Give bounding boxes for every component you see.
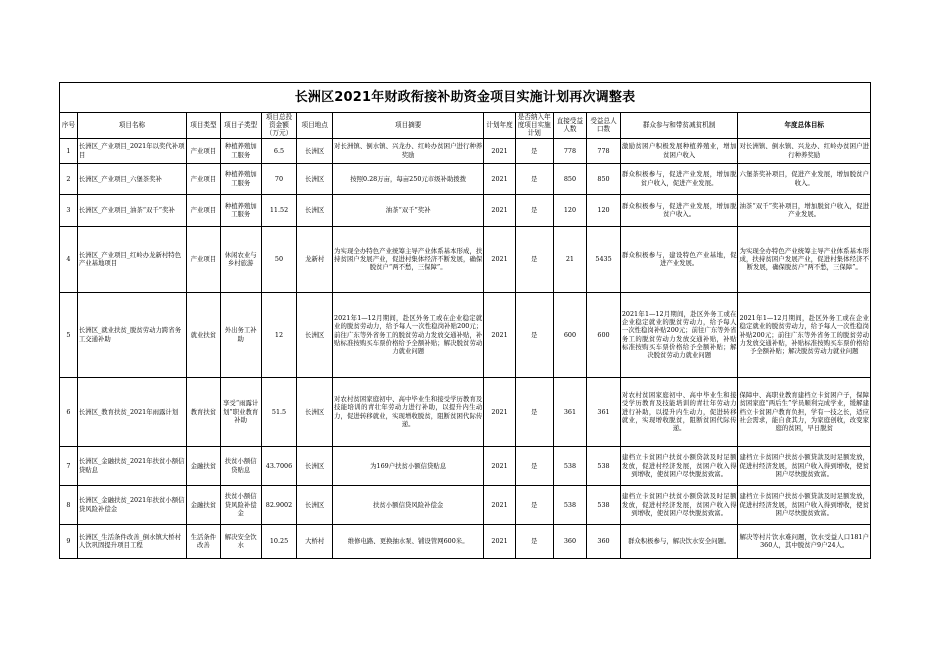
cell-location: 长洲区: [297, 163, 333, 194]
cell-direct: 850: [553, 163, 587, 194]
cell-year: 2021: [484, 292, 516, 377]
cell-name: 长洲区_教育扶贫_2021年雨露计划: [77, 377, 186, 446]
cell-direct: 120: [553, 194, 587, 226]
cell-total: 850: [587, 163, 621, 194]
cell-amount: 70: [261, 163, 297, 194]
cell-year: 2021: [484, 194, 516, 226]
cell-no: 5: [60, 292, 78, 377]
cell-type: 金融扶贫: [187, 446, 221, 485]
cell-total: 361: [587, 377, 621, 446]
table-row: [60, 524, 871, 558]
header-col-goal: 年度总体目标: [738, 113, 871, 139]
table-row: [60, 226, 871, 292]
cell-year: 2021: [484, 138, 516, 163]
cell-summary: 扶贫小额信贷风险补偿金: [333, 485, 484, 524]
cell-type: 产业项目: [187, 226, 221, 292]
cell-goal: 对长洲镇、倒水镇、兴龙办、红岭办贫困户进行种养奖励: [738, 138, 871, 163]
cell-amount: 82.9002: [261, 485, 297, 524]
cell-summary: 2021年1—12月期间，赴区外务工或在企业稳定就业的脱贫劳动力，给予每人一次性稳岗补贴200元；前往广东等外省务工的脱贫劳动力发放交通补贴，补贴标准按购买车票价格给予全额补贴；解决脱贫劳动力就业问题: [333, 292, 484, 377]
cell-summary: 维修电路、更换抽水泵、铺设管网600米。: [333, 524, 484, 558]
cell-total: 778: [587, 138, 621, 163]
cell-amount: 11.52: [261, 194, 297, 226]
cell-year: 2021: [484, 485, 516, 524]
cell-no: 4: [60, 226, 78, 292]
cell-included: 是: [515, 446, 553, 485]
header-col-summary: 项目摘要: [333, 113, 484, 139]
cell-no: 2: [60, 163, 78, 194]
cell-mechanism: 建档立卡贫困户扶贫小额贷款及时足额发放，促进村经济发展，贫困户收入得到增收，使贫困户尽快脱贫致富。: [620, 485, 738, 524]
cell-direct: 361: [553, 377, 587, 446]
cell-goal: 解决等村片饮水难问题，饮水受益人口181户360人，其中脱贫户9户24人。: [738, 524, 871, 558]
project-table: [59, 82, 871, 559]
cell-goal: 油茶“双千”奖补项目，增加脱贫户收入，促进产业发展。: [738, 194, 871, 226]
cell-included: 是: [515, 292, 553, 377]
cell-total: 600: [587, 292, 621, 377]
cell-total: 360: [587, 524, 621, 558]
cell-mechanism: 群众积极参与，促进产业发展，增加脱贫户收入，促进产业发展。: [620, 163, 738, 194]
cell-name: 长洲区_产业项目_油茶“双千”奖补: [77, 194, 186, 226]
cell-summary: 对农村贫困家庭初中、高中毕业生和接受学历教育及技能培训的青壮年劳动力进行补助，以提升内生动力，促进转移就业，实现增收脱贫，阻断贫困代际传递。: [333, 377, 484, 446]
header-row: [60, 113, 871, 139]
cell-type: 生活条件改善: [187, 524, 221, 558]
cell-goal: 六堡茶奖补项目，促进产业发展，增加脱贫户收入。: [738, 163, 871, 194]
cell-direct: 21: [553, 226, 587, 292]
cell-mechanism: 2021年1—12月期间，赴区外务工或在企业稳定就业的脱贫劳动力，给予每人一次性稳岗补贴200元；前往广东等外省务工的脱贫劳动力发放交通补贴，补贴标准按购买车票价格给予全额补贴；解决脱贫劳动力就业问题: [620, 292, 738, 377]
header-col-no: 序号: [60, 113, 78, 139]
cell-no: 6: [60, 377, 78, 446]
cell-included: 是: [515, 485, 553, 524]
cell-summary: 按照0.28万亩，每亩250元市级补助拨拨: [333, 163, 484, 194]
table-title: 长洲区2021年财政衔接补助资金项目实施计划再次调整表: [60, 83, 871, 113]
cell-year: 2021: [484, 446, 516, 485]
cell-location: 长洲区: [297, 485, 333, 524]
cell-included: 是: [515, 226, 553, 292]
cell-subtype: 外出务工补助: [220, 292, 261, 377]
cell-direct: 538: [553, 446, 587, 485]
cell-type: 产业项目: [187, 194, 221, 226]
cell-subtype: 享受“雨露计划”职业教育补助: [220, 377, 261, 446]
cell-total: 5435: [587, 226, 621, 292]
cell-subtype: 休闲农业与乡村旅游: [220, 226, 261, 292]
cell-name: 长洲区_产业项目_红岭办龙新村特色产业基地项目: [77, 226, 186, 292]
cell-goal: 2021年1—12月期间，赴区外务工或在企业稳定就业的脱贫劳动力，给予每人一次性稳岗补贴200元；前往广东等外省务工的脱贫劳动力发放交通补贴，补贴标准按购买车票价格给予全额补贴；解决脱贫劳动力就业问题: [738, 292, 871, 377]
cell-subtype: 种植养殖加工服务: [220, 194, 261, 226]
cell-amount: 12: [261, 292, 297, 377]
cell-total: 538: [587, 446, 621, 485]
cell-goal: 建档立卡贫困户扶贫小额贷款及时足额发放，促进村经济发展，贫困户收入得到增收，使贫困户尽快脱贫致富。: [738, 485, 871, 524]
header-col-type: 项目类型: [187, 113, 221, 139]
cell-mechanism: 建档立卡贫困户扶贫小额贷款及时足额发放，促进村经济发展，贫困户收入得到增收，使贫困户尽快脱贫致富。: [620, 446, 738, 485]
cell-name: 长洲区_产业项目_六堡茶奖补: [77, 163, 186, 194]
cell-name: 长洲区_就业扶贫_脱贫劳动力跨省务工交通补助: [77, 292, 186, 377]
cell-mechanism: 激励贫困户积极发展种植养殖业，增加贫困户收入: [620, 138, 738, 163]
cell-included: 是: [515, 524, 553, 558]
cell-no: 3: [60, 194, 78, 226]
cell-type: 金融扶贫: [187, 485, 221, 524]
cell-location: 长洲区: [297, 292, 333, 377]
cell-mechanism: 群众积极参与，建设特色产业基地，促进产业发展。: [620, 226, 738, 292]
header-col-total: 受益总人口数: [587, 113, 621, 139]
cell-type: 产业项目: [187, 163, 221, 194]
cell-amount: 10.25: [261, 524, 297, 558]
cell-included: 是: [515, 194, 553, 226]
cell-name: 长洲区_产业项目_2021年以奖代补项目: [77, 138, 186, 163]
cell-subtype: 扶贫小额信贷贴息: [220, 446, 261, 485]
cell-subtype: 扶贫小额信贷风险补偿金: [220, 485, 261, 524]
cell-direct: 778: [553, 138, 587, 163]
header-col-name: 项目名称: [77, 113, 186, 139]
cell-goal: 保障中、高职业教育建档立卡贫困户子，保障贫困家庭“两后生”学员顺利完成学业，缓解建档立卡贫困户教育负担，学有一技之长，适应社会需求，能自食其力，为家庭创收，改变家庭的贫困，早日脱贫: [738, 377, 871, 446]
table-row: [60, 138, 871, 163]
header-col-mechanism: 群众参与和带贫减贫机制: [620, 113, 738, 139]
header-col-location: 项目地点: [297, 113, 333, 139]
cell-goal: 为实现全办特色产业统筹主导产业体系基本形成，扶持贫困户发展产业，促进村集体经济不断发展，确保脱贫户“两不愁，三保障”。: [738, 226, 871, 292]
cell-direct: 600: [553, 292, 587, 377]
table-row: [60, 446, 871, 485]
cell-type: 教育扶贫: [187, 377, 221, 446]
cell-location: 大桥村: [297, 524, 333, 558]
cell-amount: 50: [261, 226, 297, 292]
cell-location: 长洲区: [297, 446, 333, 485]
cell-summary: 为实现全办特色产业统筹主导产业体系基本形成，扶持贫困户发展产业，促进村集体经济不断发展，确保脱贫户“两不愁，三保障”。: [333, 226, 484, 292]
cell-no: 8: [60, 485, 78, 524]
cell-name: 长洲区_金融扶贫_2021年扶贫小额信贷风险补偿金: [77, 485, 186, 524]
cell-subtype: 种植养殖加工服务: [220, 163, 261, 194]
cell-goal: 建档立卡贫困户扶贫小额贷款及时足额发放，促进村经济发展，贫困户收入得到增收，使贫困户尽快脱贫致富。: [738, 446, 871, 485]
cell-amount: 6.5: [261, 138, 297, 163]
cell-year: 2021: [484, 163, 516, 194]
cell-direct: 360: [553, 524, 587, 558]
cell-location: 长洲区: [297, 194, 333, 226]
table-row: [60, 194, 871, 226]
cell-mechanism: 群众积极参与，促进产业发展，增加脱贫户收入。: [620, 194, 738, 226]
cell-type: 就业扶贫: [187, 292, 221, 377]
cell-amount: 43.7006: [261, 446, 297, 485]
cell-included: 是: [515, 138, 553, 163]
cell-mechanism: 对农村贫困家庭初中、高中毕业生和接受学历教育及技能培训的青壮年劳动力进行补助，以提升内生动力，促进转移就业，实现增收脱贫，阻断贫困代际传递。: [620, 377, 738, 446]
cell-summary: 为169户扶贫小额信贷贴息: [333, 446, 484, 485]
cell-no: 9: [60, 524, 78, 558]
cell-included: 是: [515, 377, 553, 446]
header-col-amount: 项目总投资金额（万元）: [261, 113, 297, 139]
cell-name: 长洲区_生活条件改善_倒水镇大桥村人饮巩固提升项目工程: [77, 524, 186, 558]
table-row: [60, 377, 871, 446]
cell-total: 120: [587, 194, 621, 226]
cell-summary: 油茶“双千”奖补: [333, 194, 484, 226]
cell-year: 2021: [484, 377, 516, 446]
cell-type: 产业项目: [187, 138, 221, 163]
cell-location: 龙新村: [297, 226, 333, 292]
cell-subtype: 种植养殖加工服务: [220, 138, 261, 163]
table-row: [60, 292, 871, 377]
header-col-year: 计划年度: [484, 113, 516, 139]
cell-amount: 51.5: [261, 377, 297, 446]
table-row: [60, 485, 871, 524]
cell-subtype: 解决安全饮水: [220, 524, 261, 558]
cell-total: 538: [587, 485, 621, 524]
cell-year: 2021: [484, 226, 516, 292]
cell-no: 1: [60, 138, 78, 163]
table-row: [60, 163, 871, 194]
header-col-direct: 直接受益人数: [553, 113, 587, 139]
cell-no: 7: [60, 446, 78, 485]
cell-summary: 对长洲镇、倒水镇、兴龙办、红岭办贫困户进行种养奖励: [333, 138, 484, 163]
cell-included: 是: [515, 163, 553, 194]
cell-direct: 538: [553, 485, 587, 524]
cell-name: 长洲区_金融扶贫_2021年扶贫小额信贷贴息: [77, 446, 186, 485]
cell-location: 长洲区: [297, 377, 333, 446]
header-col-subtype: 项目子类型: [220, 113, 261, 139]
cell-year: 2021: [484, 524, 516, 558]
cell-location: 长洲区: [297, 138, 333, 163]
header-col-included: 是否纳入年度项目实施计划: [515, 113, 553, 139]
cell-mechanism: 群众积极参与，解决饮水安全问题。: [620, 524, 738, 558]
